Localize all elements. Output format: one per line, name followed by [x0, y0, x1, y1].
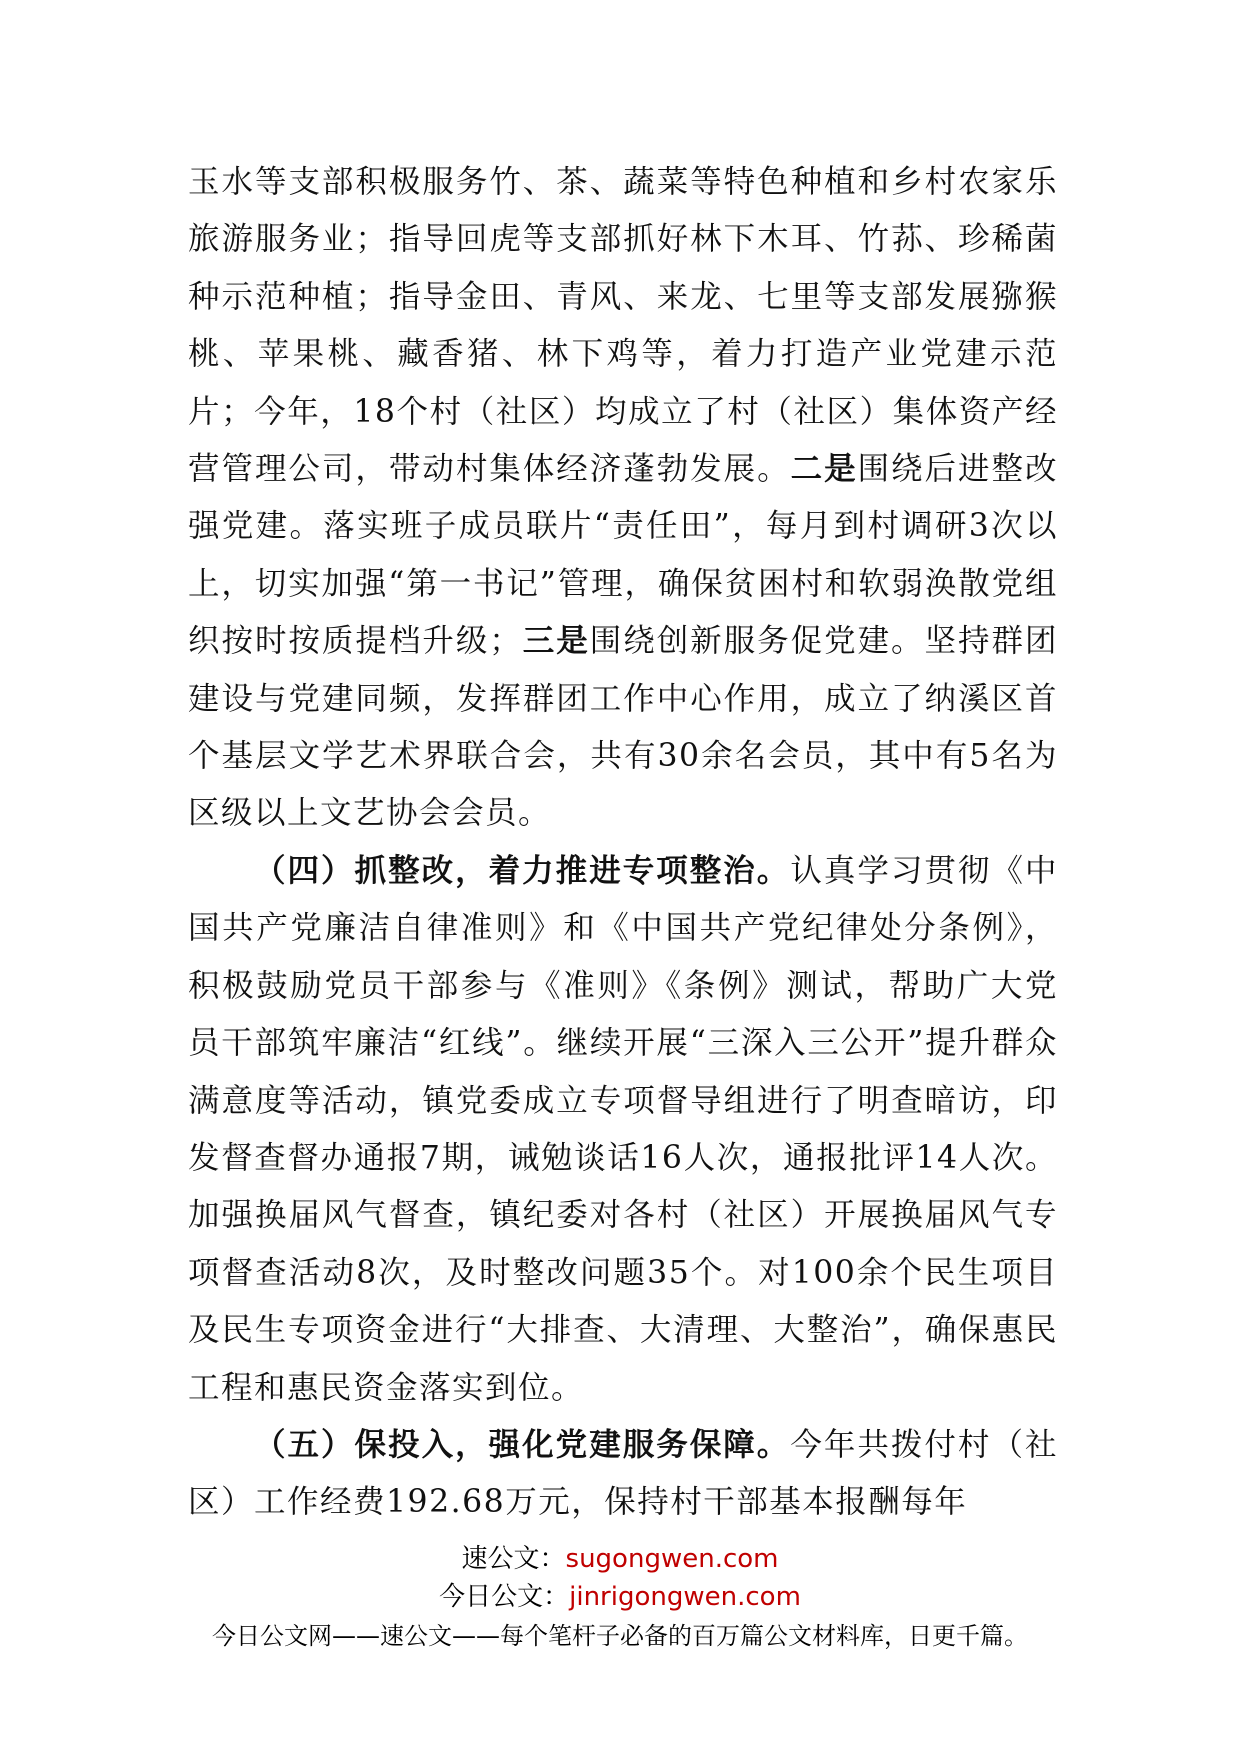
paragraph-text: 认真学习贯彻《中国共产党廉洁自律准则》和《中国共产党纪律处分条例》，积极鼓励党员干部参与《准则》《条例》测试，帮助广大党员干部筑牢廉洁“红线”。继续开展“三深入三公开”提升群众满意度等活动，镇党委成立专项督导组进行了明查暗访，印发督查督办通报7期，诫勉谈话16人次，通报批评14人次。加强换届风气督查，镇纪委对各村（社区）开展换届风气专项督查活动8次，及时整改问题35个。对100余个民生项目及民生专项资金进行“大排查、大清理、大整治”，确保惠民工程和惠民资金落实到位。: [188, 852, 1058, 1406]
document-body: [188, 154, 1058, 1532]
footer-label: 速公文：: [461, 1544, 566, 1574]
bold-marker-third: 三是: [522, 623, 590, 660]
paragraph-text: 今年共拨付村（社区）工作经费192.68万元，保持村干部基本报酬每年: [188, 1426, 1058, 1521]
footer-slogan: 今日公文网——速公文——每个笔杆子必备的百万篇公文材料库，日更千篇。: [212, 1622, 1028, 1650]
footer-link-jinrigongwen[interactable]: jinrigongwen.com: [569, 1582, 801, 1612]
footer-line-jinrigongwen: [0, 1576, 1240, 1613]
footer-label: 今日公文：: [439, 1582, 570, 1612]
paragraph-section-4: [188, 843, 1058, 1417]
paragraph-section-5: [188, 1417, 1058, 1532]
footer-link-sugongwen[interactable]: sugongwen.com: [565, 1544, 779, 1574]
paragraph-text: 玉水等支部积极服务竹、茶、蔬菜等特色种植和乡村农家乐旅游服务业；指导回虎等支部抓好林下木耳、竹荪、珍稀菌种示范种植；指导金田、青风、来龙、七里等支部发展猕猴桃、苹果桃、藏香猪、林下鸡等，着力打造产业党建示范片；今年，18个村（社区）均成立了村（社区）集体资产经营管理公司，带动村集体经济蓬勃发展。: [188, 164, 1058, 488]
paragraph-text: 围绕后进整改强党建。落实班子成员联片“责任田”，每月到村调研3次以上，切实加强“第一书记”管理，确保贫困村和软弱涣散党组织按时按质提档升级；: [188, 451, 1058, 660]
section-heading-5: （五）保投入，强化党建服务保障。: [254, 1426, 791, 1463]
paragraph-text: 围绕创新服务促党建。坚持群团建设与党建同频，发挥群团工作中心作用，成立了纳溪区首个基层文学艺术界联合会，共有30余名会员，其中有5名为区级以上文艺协会会员。: [188, 623, 1058, 832]
footer-line-sugongwen: [0, 1538, 1240, 1575]
bold-marker-second: 二是: [790, 451, 858, 488]
section-heading-4: （四）抓整改，着力推进专项整治。: [254, 852, 791, 889]
paragraph-continuation: [188, 154, 1058, 843]
